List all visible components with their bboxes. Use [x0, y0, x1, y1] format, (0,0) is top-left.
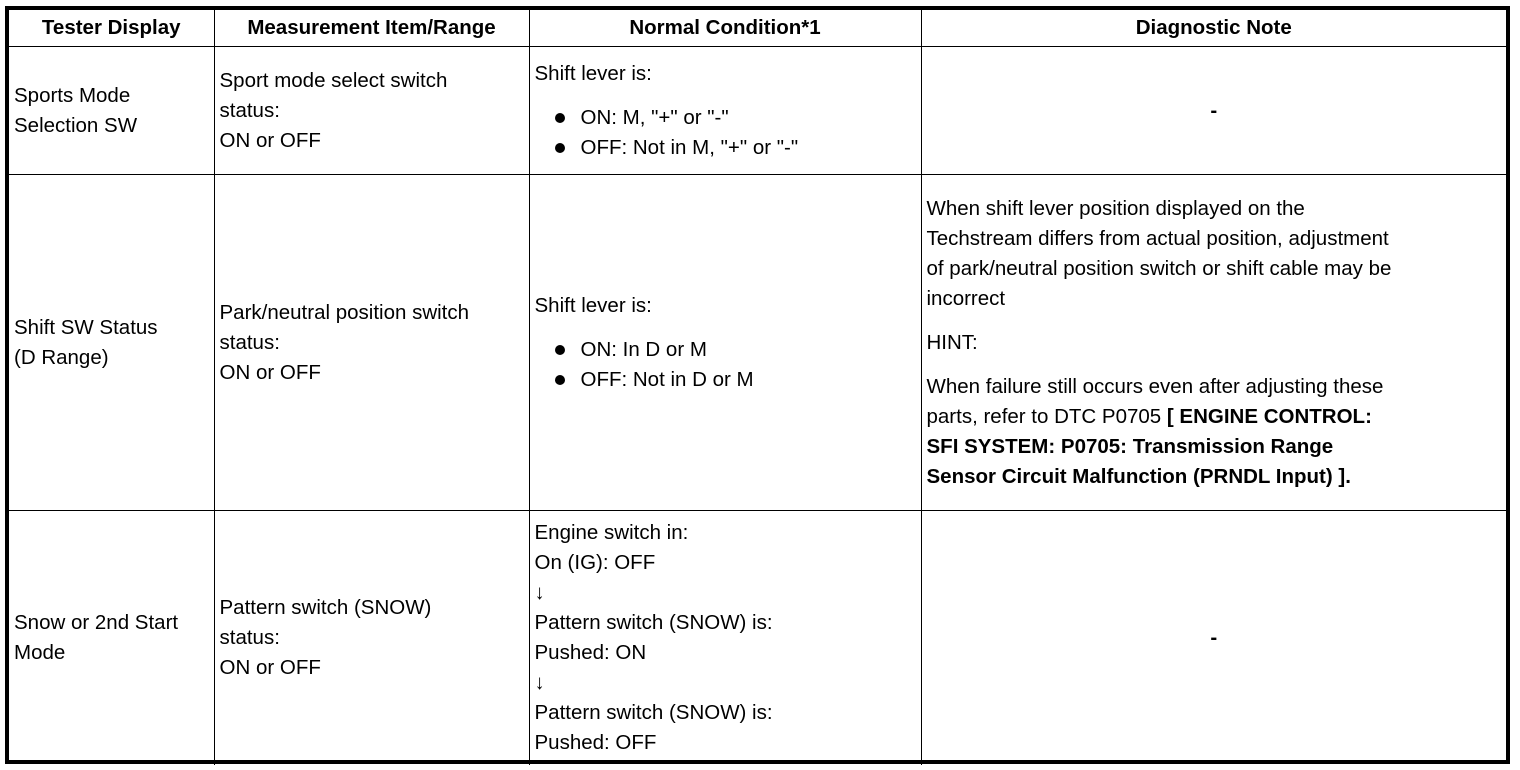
condition-line: Engine switch in:: [534, 520, 689, 544]
header-measurement-item: Measurement Item/Range: [214, 10, 529, 47]
dtc-reference-link[interactable]: SFI SYSTEM: P0705: Transmission Range: [926, 434, 1334, 458]
tester-display-line: (D Range): [14, 345, 109, 369]
tester-display-line: Shift SW Status: [14, 315, 158, 339]
down-arrow-icon: ↓: [534, 670, 545, 694]
cell-diagnostic-note: -: [921, 47, 1506, 175]
measurement-line: status:: [219, 625, 280, 649]
cell-tester-display: [9, 175, 214, 511]
condition-line: Pattern switch (SNOW) is:: [534, 700, 773, 724]
dtc-reference-link[interactable]: Sensor Circuit Malfunction (PRNDL Input) ]: [926, 464, 1346, 488]
note-line: of park/neutral position switch or shift cable may be: [926, 256, 1392, 280]
measurement-line: ON or OFF: [219, 360, 321, 384]
tester-display-line: Sports Mode: [14, 83, 131, 107]
cell-measurement: [214, 511, 529, 765]
dtc-reference-link-end: [927, 462, 1502, 492]
bullet-list: [535, 335, 916, 395]
cell-tester-display: [9, 511, 214, 765]
cell-measurement: [214, 175, 529, 511]
table-row: [9, 47, 1506, 175]
cell-normal-condition: [529, 511, 921, 765]
cell-diagnostic-note: [921, 175, 1506, 511]
cell-diagnostic-note: -: [921, 511, 1506, 765]
bullet-item: ON: In D or M: [553, 335, 916, 365]
note-line: When failure still occurs even after adjusting these: [926, 374, 1384, 398]
tester-display-line: Mode: [14, 640, 66, 664]
note-text: parts, refer to DTC P0705: [926, 404, 1167, 428]
normal-intro: Shift lever is:: [534, 293, 652, 317]
bullet-list: [535, 103, 916, 163]
measurement-line: Pattern switch (SNOW): [219, 595, 432, 619]
normal-intro: Shift lever is:: [534, 61, 652, 85]
tester-display-line: Selection SW: [14, 113, 138, 137]
cell-tester-display: [9, 47, 214, 175]
table-row: [9, 175, 1506, 511]
measurement-line: status:: [219, 330, 280, 354]
bullet-item: OFF: Not in D or M: [553, 365, 916, 395]
header-normal-condition: Normal Condition*1: [529, 10, 921, 47]
cell-normal-condition: [529, 175, 921, 511]
diagnostic-table-frame: [5, 6, 1510, 764]
measurement-line: ON or OFF: [219, 128, 321, 152]
table-row: [9, 511, 1506, 765]
condition-line: On (IG): OFF: [534, 550, 656, 574]
condition-line: Pushed: ON: [534, 640, 647, 664]
measurement-line: Park/neutral position switch: [219, 300, 470, 324]
condition-line: Pattern switch (SNOW) is:: [534, 610, 773, 634]
header-tester-display: Tester Display: [9, 10, 214, 47]
bullet-item: ON: M, "+" or "-": [553, 103, 916, 133]
data-list-table: [9, 10, 1506, 765]
measurement-line: status:: [219, 98, 280, 122]
tester-display-line: Snow or 2nd Start: [14, 610, 179, 634]
table-header-row: [9, 10, 1506, 47]
condition-line: Pushed: OFF: [534, 730, 657, 754]
note-period: .: [1345, 464, 1351, 488]
note-line: When shift lever position displayed on the: [926, 196, 1305, 220]
note-line: incorrect: [926, 286, 1006, 310]
cell-measurement: [214, 47, 529, 175]
bullet-item: OFF: Not in M, "+" or "-": [553, 133, 916, 163]
note-line-with-link: [927, 402, 1502, 432]
header-diagnostic-note: Diagnostic Note: [921, 10, 1506, 47]
measurement-line: Sport mode select switch: [219, 68, 448, 92]
measurement-line: ON or OFF: [219, 655, 321, 679]
note-line: Techstream differs from actual position, adjustment: [926, 226, 1389, 250]
cell-normal-condition: [529, 47, 921, 175]
hint-label: HINT:: [926, 330, 978, 354]
dtc-reference-link[interactable]: [ ENGINE CONTROL:: [1166, 404, 1372, 428]
down-arrow-icon: ↓: [534, 580, 545, 604]
